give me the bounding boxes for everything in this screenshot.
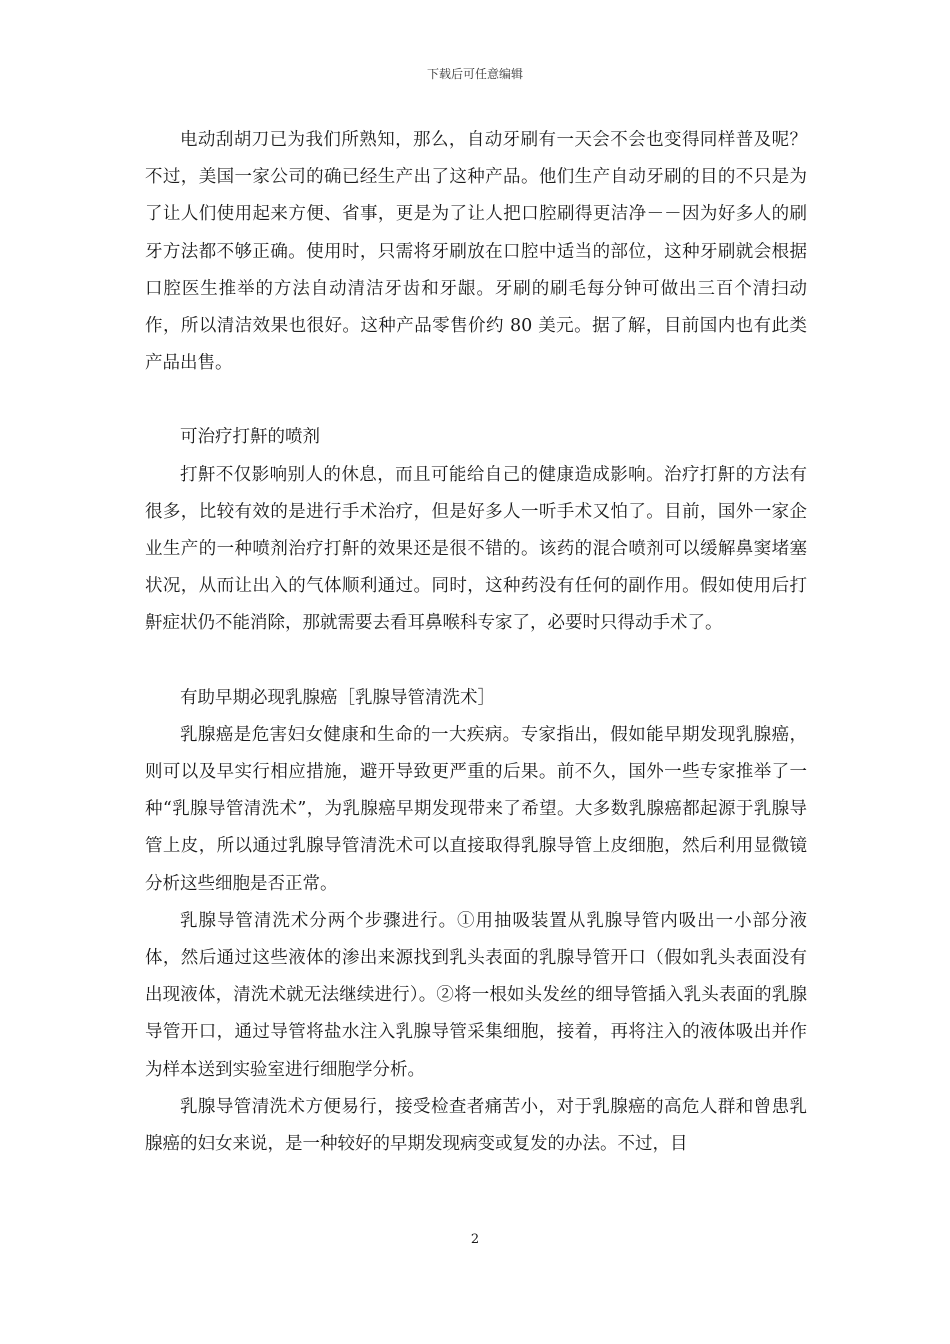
section-heading: 可治疗打鼾的喷剂 <box>180 427 320 448</box>
section-heading: 有助早期必现乳腺癌［乳腺导管清洗术］ <box>180 687 495 708</box>
section-spacer <box>145 382 807 419</box>
body-paragraph: 乳腺癌是危害妇女健康和生命的一大疾病。专家指出，假如能早期发现乳腺癌，则可以及早实行相应措施，避开导致更严重的后果。前不久，国外一些专家推举了一种“乳腺导管清洗术”，为乳腺癌早期发现带来了希望。大多数乳腺癌都起源于乳腺导管上皮，所以通过乳腺导管清洗术可以直接取得乳腺导管上皮细胞，然后利用显微镜分析这些细胞是否正常。 <box>145 724 807 894</box>
page-header: 下载后可任意编辑 <box>426 67 523 81</box>
body-paragraph: 乳腺导管清洗术分两个步骤进行。①用抽吸装置从乳腺导管内吸出一小部分液体，然后通过这些液体的渗出来源找到乳头表面的乳腺导管开口（假如乳头表面没有出现液体，清洗术就无法继续进行）。②将一根如头发丝的细导管插入乳头表面的乳腺导管开口，通过导管将盐水注入乳腺导管采集细胞，接着，再将注入的液体吸出并作为样本送到实验室进行细胞学分析。 <box>145 910 807 1080</box>
section-spacer <box>145 643 807 680</box>
body-paragraph: 打鼾不仅影响别人的休息，而且可能给自己的健康造成影响。治疗打鼾的方法有很多，比较有效的是进行手术治疗，但是好多人一听手术又怕了。目前，国外一家企业生产的一种喷剂治疗打鼾的效果还是很不错的。该药的混合喷剂可以缓解鼻窦堵塞状况，从而让出入的气体顺利通过。同时，这种药没有任何的副作用。假如使用后打鼾症状仍不能消除，那就需要去看耳鼻喉科专家了，必要时只得动手术了。 <box>145 464 807 634</box>
body-paragraph: 电动刮胡刀已为我们所熟知，那么，自动牙刷有一天会不会也变得同样普及呢？不过，美国一家公司的确已经生产出了这种产品。他们生产自动牙刷的目的不只是为了让人们使用起来方便、省事，更是为了让人把口腔刷得更洁净－－因为好多人的刷牙方法都不够正确。使用时，只需将牙刷放在口腔中适当的部位，这种牙刷就会根据口腔医生推举的方法自动清洁牙齿和牙龈。牙刷的刷毛每分钟可做出三百个清扫动作，所以清洁效果也很好。这种产品零售价约 80 美元。据了解，目前国内也有此类产品出售。 <box>145 130 807 374</box>
document-body <box>145 122 807 1163</box>
page-number: 2 <box>470 1232 480 1247</box>
body-paragraph: 乳腺导管清洗术方便易行，接受检查者痛苦小，对于乳腺癌的高危人群和曾患乳腺癌的妇女来说，是一种较好的早期发现病变或复发的办法。不过，目 <box>145 1096 807 1155</box>
